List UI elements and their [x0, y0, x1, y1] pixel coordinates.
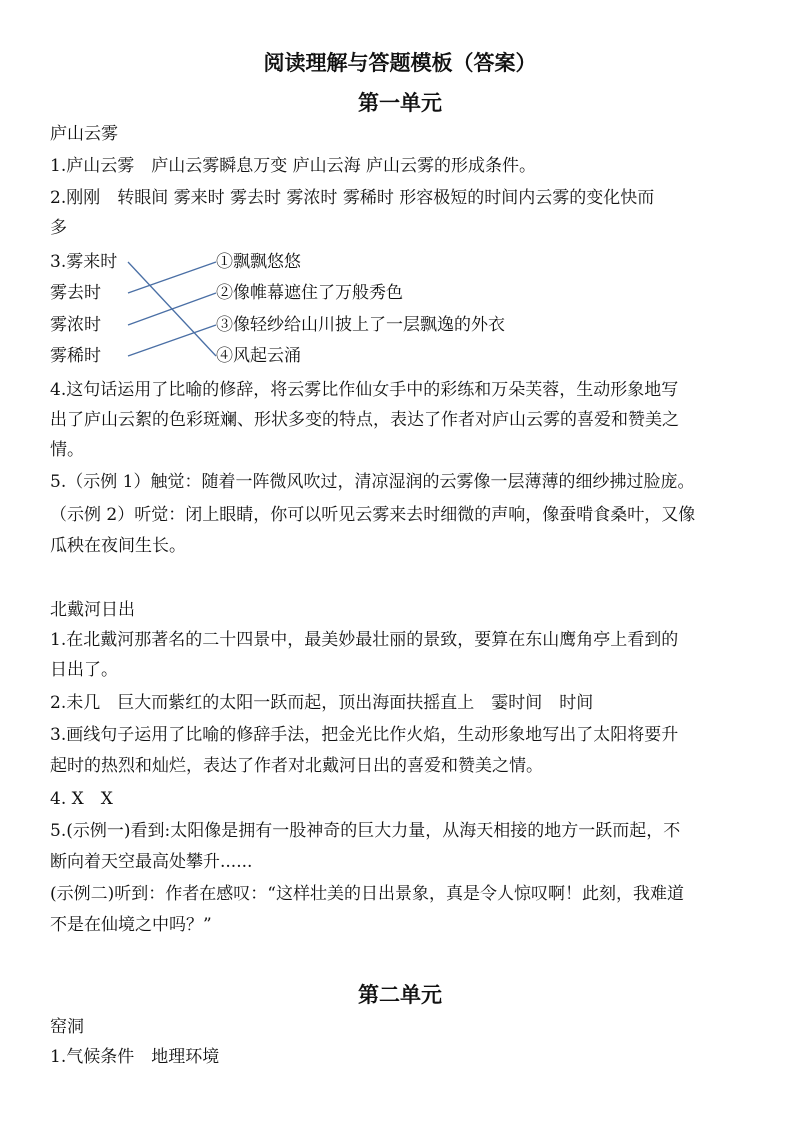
match-right-2: ②像帷幕遮住了万般秀色 — [216, 283, 403, 303]
answer-5-beidaihe-line3: (示例二)听到：作者在感叹：“这样壮美的日出景象，真是令人惊叹啊！此刻，我难道 — [50, 884, 684, 904]
answer-3-beidaihe-line2: 起时的热烈和灿烂，表达了作者对北戴河日出的喜爱和赞美之情。 — [50, 756, 543, 776]
match-left-4: 雾稀时 — [50, 346, 101, 366]
document-title: 阅读理解与答题模板（答案） — [263, 51, 537, 75]
answer-1-lushan: 1.庐山云雾 庐山云雾瞬息万变 庐山云海 庐山云雾的形成条件。 — [50, 156, 537, 176]
answer-5-lushan-line2: （示例 2）听觉：闭上眼睛，你可以听见云雾来去时细微的声响，像蚕啃食桑叶，又像 — [50, 505, 696, 525]
match-right-4: ④风起云涌 — [216, 346, 301, 366]
answer-4-lushan-line3: 情。 — [50, 440, 84, 460]
answer-1-beidaihe-line1: 1.在北戴河那著名的二十四景中，最美妙最壮丽的景致，要算在东山鹰角亭上看到的 — [50, 630, 679, 650]
answer-5-lushan-line3: 瓜秧在夜间生长。 — [50, 536, 186, 556]
answer-4-beidaihe: 4. X X — [50, 789, 113, 809]
answer-1-yaodong: 1.气候条件 地理环境 — [50, 1047, 220, 1067]
match-line-1 — [128, 262, 216, 356]
answer-4-lushan-line2: 出了庐山云絮的色彩斑斓、形状多变的特点，表达了作者对庐山云雾的喜爱和赞美之 — [50, 410, 679, 430]
section-heading-lushan: 庐山云雾 — [50, 124, 118, 144]
answer-3-beidaihe-line1: 3.画线句子运用了比喻的修辞手法，把金光比作火焰，生动形象地写出了太阳将要升 — [50, 725, 679, 745]
match-left-1: 3.雾来时 — [50, 252, 118, 272]
match-left-2: 雾去时 — [50, 283, 101, 303]
unit-heading-2: 第二单元 — [358, 983, 442, 1007]
match-right-1: ①飘飘悠悠 — [216, 252, 301, 272]
answer-2-beidaihe: 2.未几 巨大而紫红的太阳一跃而起，顶出海面扶摇直上 霎时间 时间 — [50, 693, 594, 713]
section-heading-yaodong: 窑洞 — [50, 1017, 84, 1037]
section-heading-beidaihe: 北戴河日出 — [50, 600, 135, 620]
answer-5-lushan-line1: 5.（示例 1）触觉：随着一阵微风吹过，清凉湿润的云雾像一层薄薄的细纱拂过脸庞。 — [50, 472, 695, 492]
answer-2-lushan-line1: 2.刚刚 转眼间 雾来时 雾去时 雾浓时 雾稀时 形容极短的时间内云雾的变化快而 — [50, 188, 655, 208]
match-left-3: 雾浓时 — [50, 315, 101, 335]
answer-2-lushan-line2: 多 — [50, 218, 67, 238]
unit-heading-1: 第一单元 — [358, 91, 442, 115]
answer-5-beidaihe-line2: 断向着天空最高处攀升...... — [50, 852, 253, 872]
answer-4-lushan-line1: 4.这句话运用了比喻的修辞，将云雾比作仙女手中的彩练和万朵芙蓉，生动形象地写 — [50, 380, 679, 400]
answer-1-beidaihe-line2: 日出了。 — [50, 660, 118, 680]
match-right-3: ③像轻纱给山川披上了一层飘逸的外衣 — [216, 315, 505, 335]
answer-5-beidaihe-line4: 不是在仙境之中吗？” — [50, 915, 212, 935]
answer-5-beidaihe-line1: 5.(示例一)看到:太阳像是拥有一股神奇的巨大力量，从海天相接的地方一跃而起，不 — [50, 821, 681, 841]
